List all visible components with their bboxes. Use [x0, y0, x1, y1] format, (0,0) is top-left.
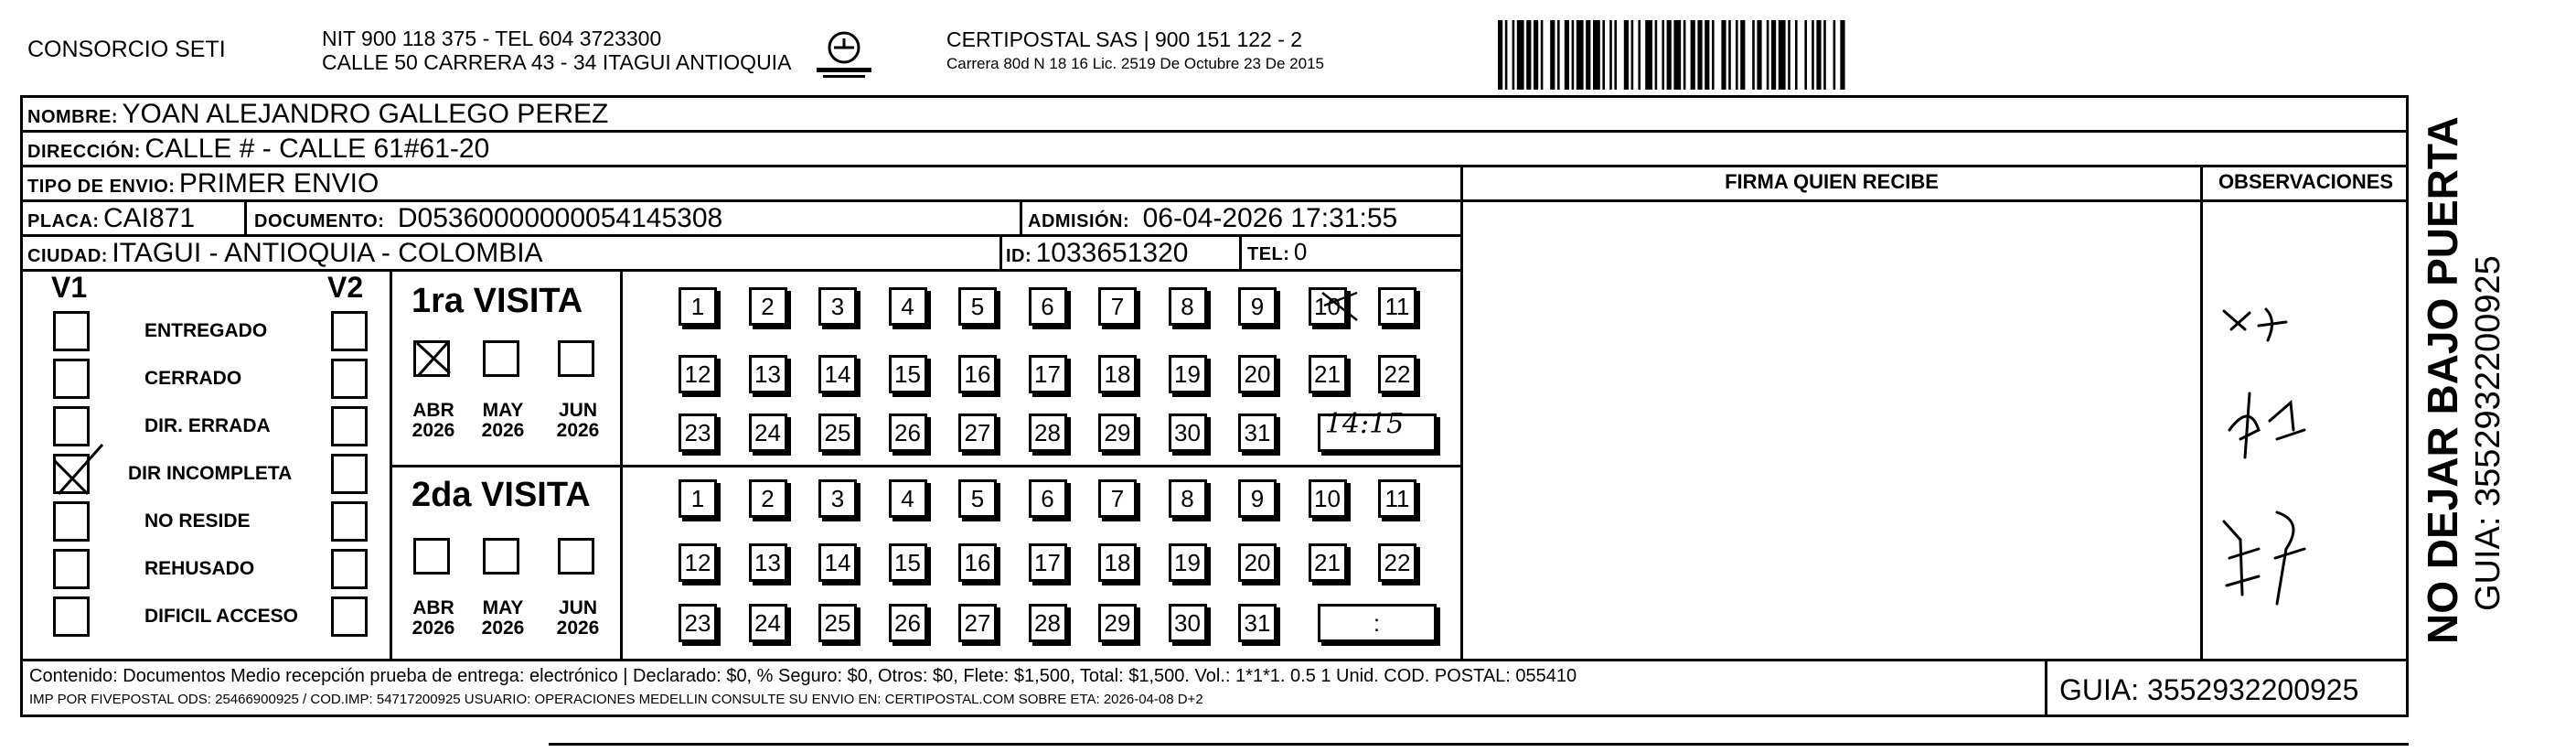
v2-label: V2 [327, 271, 364, 304]
tipo-envio-label: TIPO DE ENVIO: [27, 177, 176, 197]
day-box[interactable]: 6 [1029, 479, 1067, 518]
day-box[interactable]: 25 [818, 604, 857, 642]
day-box[interactable]: 2 [749, 479, 787, 518]
day-box[interactable]: 26 [889, 604, 927, 642]
day-box[interactable]: 20 [1238, 543, 1277, 582]
day-box[interactable]: 28 [1029, 414, 1067, 452]
day-box[interactable]: 21 [1309, 543, 1347, 582]
day-box[interactable]: 1 [679, 479, 717, 518]
tipo-envio-value: PRIMER ENVIO [178, 168, 379, 199]
certipostal-line-1: CERTIPOSTAL SAS | 900 151 122 - 2 [946, 27, 1303, 51]
day-box[interactable]: 27 [958, 604, 997, 642]
day-box[interactable]: 5 [958, 287, 997, 326]
day-box[interactable]: 21 [1309, 355, 1347, 393]
day-box[interactable]: 29 [1098, 604, 1137, 642]
status-option-label: DIFICIL ACCESO [144, 606, 299, 627]
day-box[interactable]: 23 [679, 604, 717, 642]
tel-label: TEL: [1247, 244, 1290, 264]
company-name: CONSORCIO SETI [27, 37, 226, 62]
day-box[interactable]: 12 [679, 355, 717, 393]
day-box[interactable]: 7 [1098, 479, 1137, 518]
side-guia: GUIA: 3552932200925 [2469, 255, 2507, 611]
admision-label: ADMISIÓN: [1028, 211, 1130, 231]
day-box[interactable]: 25 [818, 414, 857, 452]
month-name: MAY [482, 597, 524, 618]
bottom-rule [549, 743, 2409, 746]
id-value: 1033651320 [1035, 238, 1189, 268]
id-label: ID: [1006, 246, 1032, 266]
day-box[interactable]: 24 [749, 604, 787, 642]
day-box[interactable]: 3 [818, 287, 857, 326]
status-option-label: ENTREGADO [144, 320, 268, 341]
day-box[interactable]: 7 [1098, 287, 1137, 326]
footer-content: Contenido: Documentos Medio recepción prueba de entrega: electrónico | Declarado: $0, % Seguro: $0, Otros: $0, Flete: $1,500, Total: $1,500. Vol.: 1*1*1. 0.5 1 Unid. COD. POSTAL: 055410 [29, 666, 1577, 686]
day-box[interactable]: 27 [958, 414, 997, 452]
day-box[interactable]: 22 [1378, 355, 1416, 393]
month-year: 2026 [481, 420, 525, 441]
first-visit-title: 1ra VISITA [412, 282, 583, 320]
month-name: MAY [482, 400, 524, 421]
day-box[interactable]: 30 [1169, 604, 1207, 642]
observaciones-header: OBSERVACIONES [2218, 170, 2394, 193]
placa-label: PLACA: [27, 211, 100, 231]
v1-label: V1 [51, 271, 88, 304]
status-option-label: NO RESIDE [144, 510, 251, 532]
day-box[interactable]: 31 [1238, 604, 1277, 642]
month-name: ABR [412, 400, 454, 421]
documento-label: DOCUMENTO: [254, 211, 385, 231]
day-box[interactable]: 9 [1238, 287, 1277, 326]
day-box[interactable]: 8 [1169, 479, 1207, 518]
day-box[interactable]: 4 [889, 479, 927, 518]
day-box[interactable]: 1 [679, 287, 717, 326]
day-box[interactable]: 2 [749, 287, 787, 326]
month-name: ABR [412, 597, 454, 618]
status-option-label: CERRADO [144, 368, 242, 389]
day-box[interactable]: 24 [749, 414, 787, 452]
month-year: 2026 [556, 618, 600, 639]
day-box[interactable]: 8 [1169, 287, 1207, 326]
day-box[interactable]: 12 [679, 543, 717, 582]
month-name: JUN [558, 400, 597, 421]
day-box[interactable]: 14 [818, 355, 857, 393]
day-box[interactable]: 26 [889, 414, 927, 452]
admision-value: 06-04-2026 17:31:55 [1142, 203, 1398, 233]
handwritten-time: 14:15 [1324, 408, 1405, 440]
day-box[interactable]: 30 [1169, 414, 1207, 452]
nombre-value: YOAN ALEJANDRO GALLEGO PEREZ [122, 99, 609, 129]
nit-line-2: CALLE 50 CARRERA 43 - 34 ITAGUI ANTIOQUIA [322, 50, 792, 74]
direccion-value: CALLE # - CALLE 61#61-20 [144, 134, 490, 164]
ciudad-value: ITAGUI - ANTIOQUIA - COLOMBIA [112, 238, 543, 268]
day-box[interactable]: 19 [1169, 543, 1207, 582]
status-option-label: REHUSADO [144, 558, 255, 579]
day-box[interactable]: 20 [1238, 355, 1277, 393]
status-option-label: DIR INCOMPLETA [128, 463, 293, 484]
day-box[interactable]: 6 [1029, 287, 1067, 326]
day-box[interactable]: 11 [1378, 479, 1416, 518]
month-name: JUN [558, 597, 597, 618]
nombre-label: NOMBRE: [27, 107, 119, 127]
day-box[interactable]: 9 [1238, 479, 1277, 518]
day-box[interactable]: 22 [1378, 543, 1416, 582]
second-visit-title: 2da VISITA [412, 476, 591, 514]
no-dejar-bajo-puerta: NO DEJAR BAJO PUERTA [2419, 116, 2466, 644]
day-box[interactable]: 16 [958, 543, 997, 582]
direccion-label: DIRECCIÓN: [27, 142, 141, 162]
footer-print-info: IMP POR FIVEPOSTAL ODS: 25466900925 / COD.IMP: 54717200925 USUARIO: OPERACIONES MEDELLIN CONSULTE SU ENVIO EN: CERTIPOSTAL.COM SOBRE ETA: 2026-04-08 D+2 [29, 692, 1203, 707]
footer-divider [2045, 659, 2047, 717]
day-box[interactable]: 31 [1238, 414, 1277, 452]
footer-guia: GUIA: 3552932200925 [2059, 673, 2359, 706]
nit-line-1: NIT 900 118 375 - TEL 604 3723300 [322, 27, 662, 50]
day-box[interactable]: 14 [818, 543, 857, 582]
documento-value: D05360000000054145308 [397, 203, 723, 233]
certipostal-line-2: Carrera 80d N 18 16 Lic. 2519 De Octubre 23 De 2015 [946, 55, 1324, 72]
day-box[interactable]: 15 [889, 355, 927, 393]
day-box[interactable]: 4 [889, 287, 927, 326]
ciudad-label: CIUDAD: [27, 246, 108, 266]
month-year: 2026 [556, 420, 600, 441]
day-box[interactable]: 10 [1309, 479, 1347, 518]
day-box[interactable]: 23 [679, 414, 717, 452]
tel-value: 0 [1293, 238, 1308, 265]
day-box[interactable]: 13 [749, 355, 787, 393]
day-box[interactable]: 3 [818, 479, 857, 518]
day-box[interactable]: 15 [889, 543, 927, 582]
month-year: 2026 [412, 618, 455, 639]
day-box[interactable]: 5 [958, 479, 997, 518]
day-box[interactable]: 19 [1169, 355, 1207, 393]
month-year: 2026 [481, 618, 525, 639]
day-box[interactable]: 18 [1098, 543, 1137, 582]
day-box[interactable]: 17 [1029, 543, 1067, 582]
status-option-label: DIR. ERRADA [144, 415, 271, 436]
time-box[interactable]: : [1318, 604, 1437, 642]
firma-header: FIRMA QUIEN RECIBE [1725, 170, 1939, 193]
day-box[interactable]: 11 [1378, 287, 1416, 326]
day-box[interactable]: 10 [1309, 287, 1347, 326]
day-box[interactable]: 18 [1098, 355, 1137, 393]
day-box[interactable]: 17 [1029, 355, 1067, 393]
day-box[interactable]: 28 [1029, 604, 1067, 642]
day-box[interactable]: 16 [958, 355, 997, 393]
day-box[interactable]: 29 [1098, 414, 1137, 452]
month-year: 2026 [412, 420, 455, 441]
day-box[interactable]: 13 [749, 543, 787, 582]
placa-value: CAI871 [103, 203, 196, 233]
